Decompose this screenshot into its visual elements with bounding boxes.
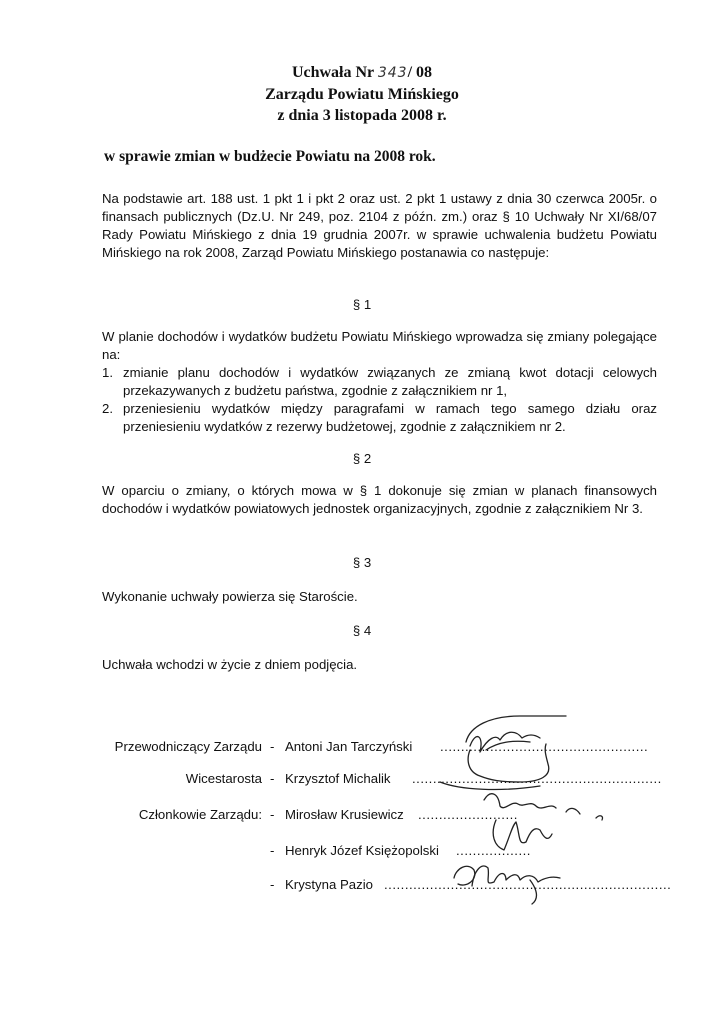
title-suffix: / 08 xyxy=(407,64,433,81)
list-item-text: przeniesieniu wydatków między paragrafami w ramach tego samego działu oraz przeniesieniu wydatków z rezerwy budżetowej, zgodnie z załącznikiem nr 2. xyxy=(123,401,657,434)
signature-1-stroke xyxy=(486,741,530,750)
title-prefix: Uchwała Nr xyxy=(291,64,374,81)
list-item-number: 2. xyxy=(102,401,113,416)
signatory-name: Henryk Józef Księżopolski xyxy=(285,843,439,858)
section-4-text: Uchwała wchodzi w życie z dniem podjęcia. xyxy=(102,657,358,672)
signature-line: ........................ xyxy=(418,807,518,822)
signatory-dash: - xyxy=(270,771,275,786)
signature-5-stroke xyxy=(454,866,475,885)
section-3-text: Wykonanie uchwały powierza się Staroście. xyxy=(102,589,358,604)
signatory-role: Wicestarosta xyxy=(185,771,262,786)
signatory-name: Krystyna Pazio xyxy=(285,877,373,892)
section-2-heading: § 2 xyxy=(352,451,372,466)
section-1-intro: W planie dochodów i wydatków budżetu Powiatu Mińskiego wprowadza się zmiany polegające na: xyxy=(102,329,657,362)
handwritten-resolution-number: 343 xyxy=(377,65,408,81)
signatory-dash: - xyxy=(270,843,275,858)
section-4-heading: § 4 xyxy=(352,623,372,638)
signatory-name: Antoni Jan Tarczyński xyxy=(285,739,413,754)
signatory-dash: - xyxy=(270,877,275,892)
list-item-number: 1. xyxy=(102,365,113,380)
signature-5-stroke xyxy=(472,866,560,886)
signatory-name: Krzysztof Michalik xyxy=(285,771,391,786)
signature-1-stroke xyxy=(466,716,566,742)
section-2-text: W oparciu o zmiany, o których mowa w § 1 dokonuje się zmian w planach finansowych dochodów i wydatków powiatowych jednostek organizacyjnych, zgodnie z załącznikiem Nr 3. xyxy=(102,483,657,516)
signature-line: .................................................. xyxy=(440,739,649,754)
signature-4-stroke xyxy=(493,820,552,850)
signature-5-stroke xyxy=(530,880,536,904)
signatory-dash: - xyxy=(270,807,275,822)
section-3-heading: § 3 xyxy=(352,555,372,570)
signature-line: .................. xyxy=(456,843,531,858)
signature-2-stroke xyxy=(440,782,540,789)
signature-line: ............................................................ xyxy=(412,771,662,786)
signatory-dash: - xyxy=(270,739,275,754)
resolution-subject: w sprawie zmian w budżecie Powiatu na 2008 rok. xyxy=(104,148,436,165)
signature-3-stroke xyxy=(596,816,603,820)
list-item-text: zmianie planu dochodów i wydatków związanych ze zmianą kwot dotacji celowych przekazywanych z budżetu państwa, zgodnie z załącznikiem nr 1, xyxy=(123,365,657,398)
signature-3-stroke xyxy=(484,794,556,808)
preamble: Na podstawie art. 188 ust. 1 pkt 1 i pkt 2 oraz ust. 2 pkt 1 ustawy z dnia 30 czerwca 2005r. o finansach publicznych (Dz.U. Nr 249, poz. 2104 z późn. zm.) oraz § 10 Uchwały Nr XI/68/07 Rady Powiatu Mińskiego z dnia 19 grudnia 2007r. w sprawie uchwalenia budżetu Powiatu Mińskiego na rok 2008, Zarząd Powiatu Mińskiego postanawia co następuje: xyxy=(102,191,657,260)
signatory-role: Przewodniczący Zarządu xyxy=(114,739,262,754)
issuing-body: Zarządu Powiatu Mińskiego xyxy=(265,86,459,103)
signatory-name: Mirosław Krusiewicz xyxy=(285,807,404,822)
signatory-role: Członkowie Zarządu: xyxy=(138,807,262,822)
signature-line: ..................................................................... xyxy=(384,877,672,892)
signature-3-stroke xyxy=(566,808,580,814)
resolution-date: z dnia 3 listopada 2008 r. xyxy=(277,107,447,124)
section-1-heading: § 1 xyxy=(352,297,372,312)
